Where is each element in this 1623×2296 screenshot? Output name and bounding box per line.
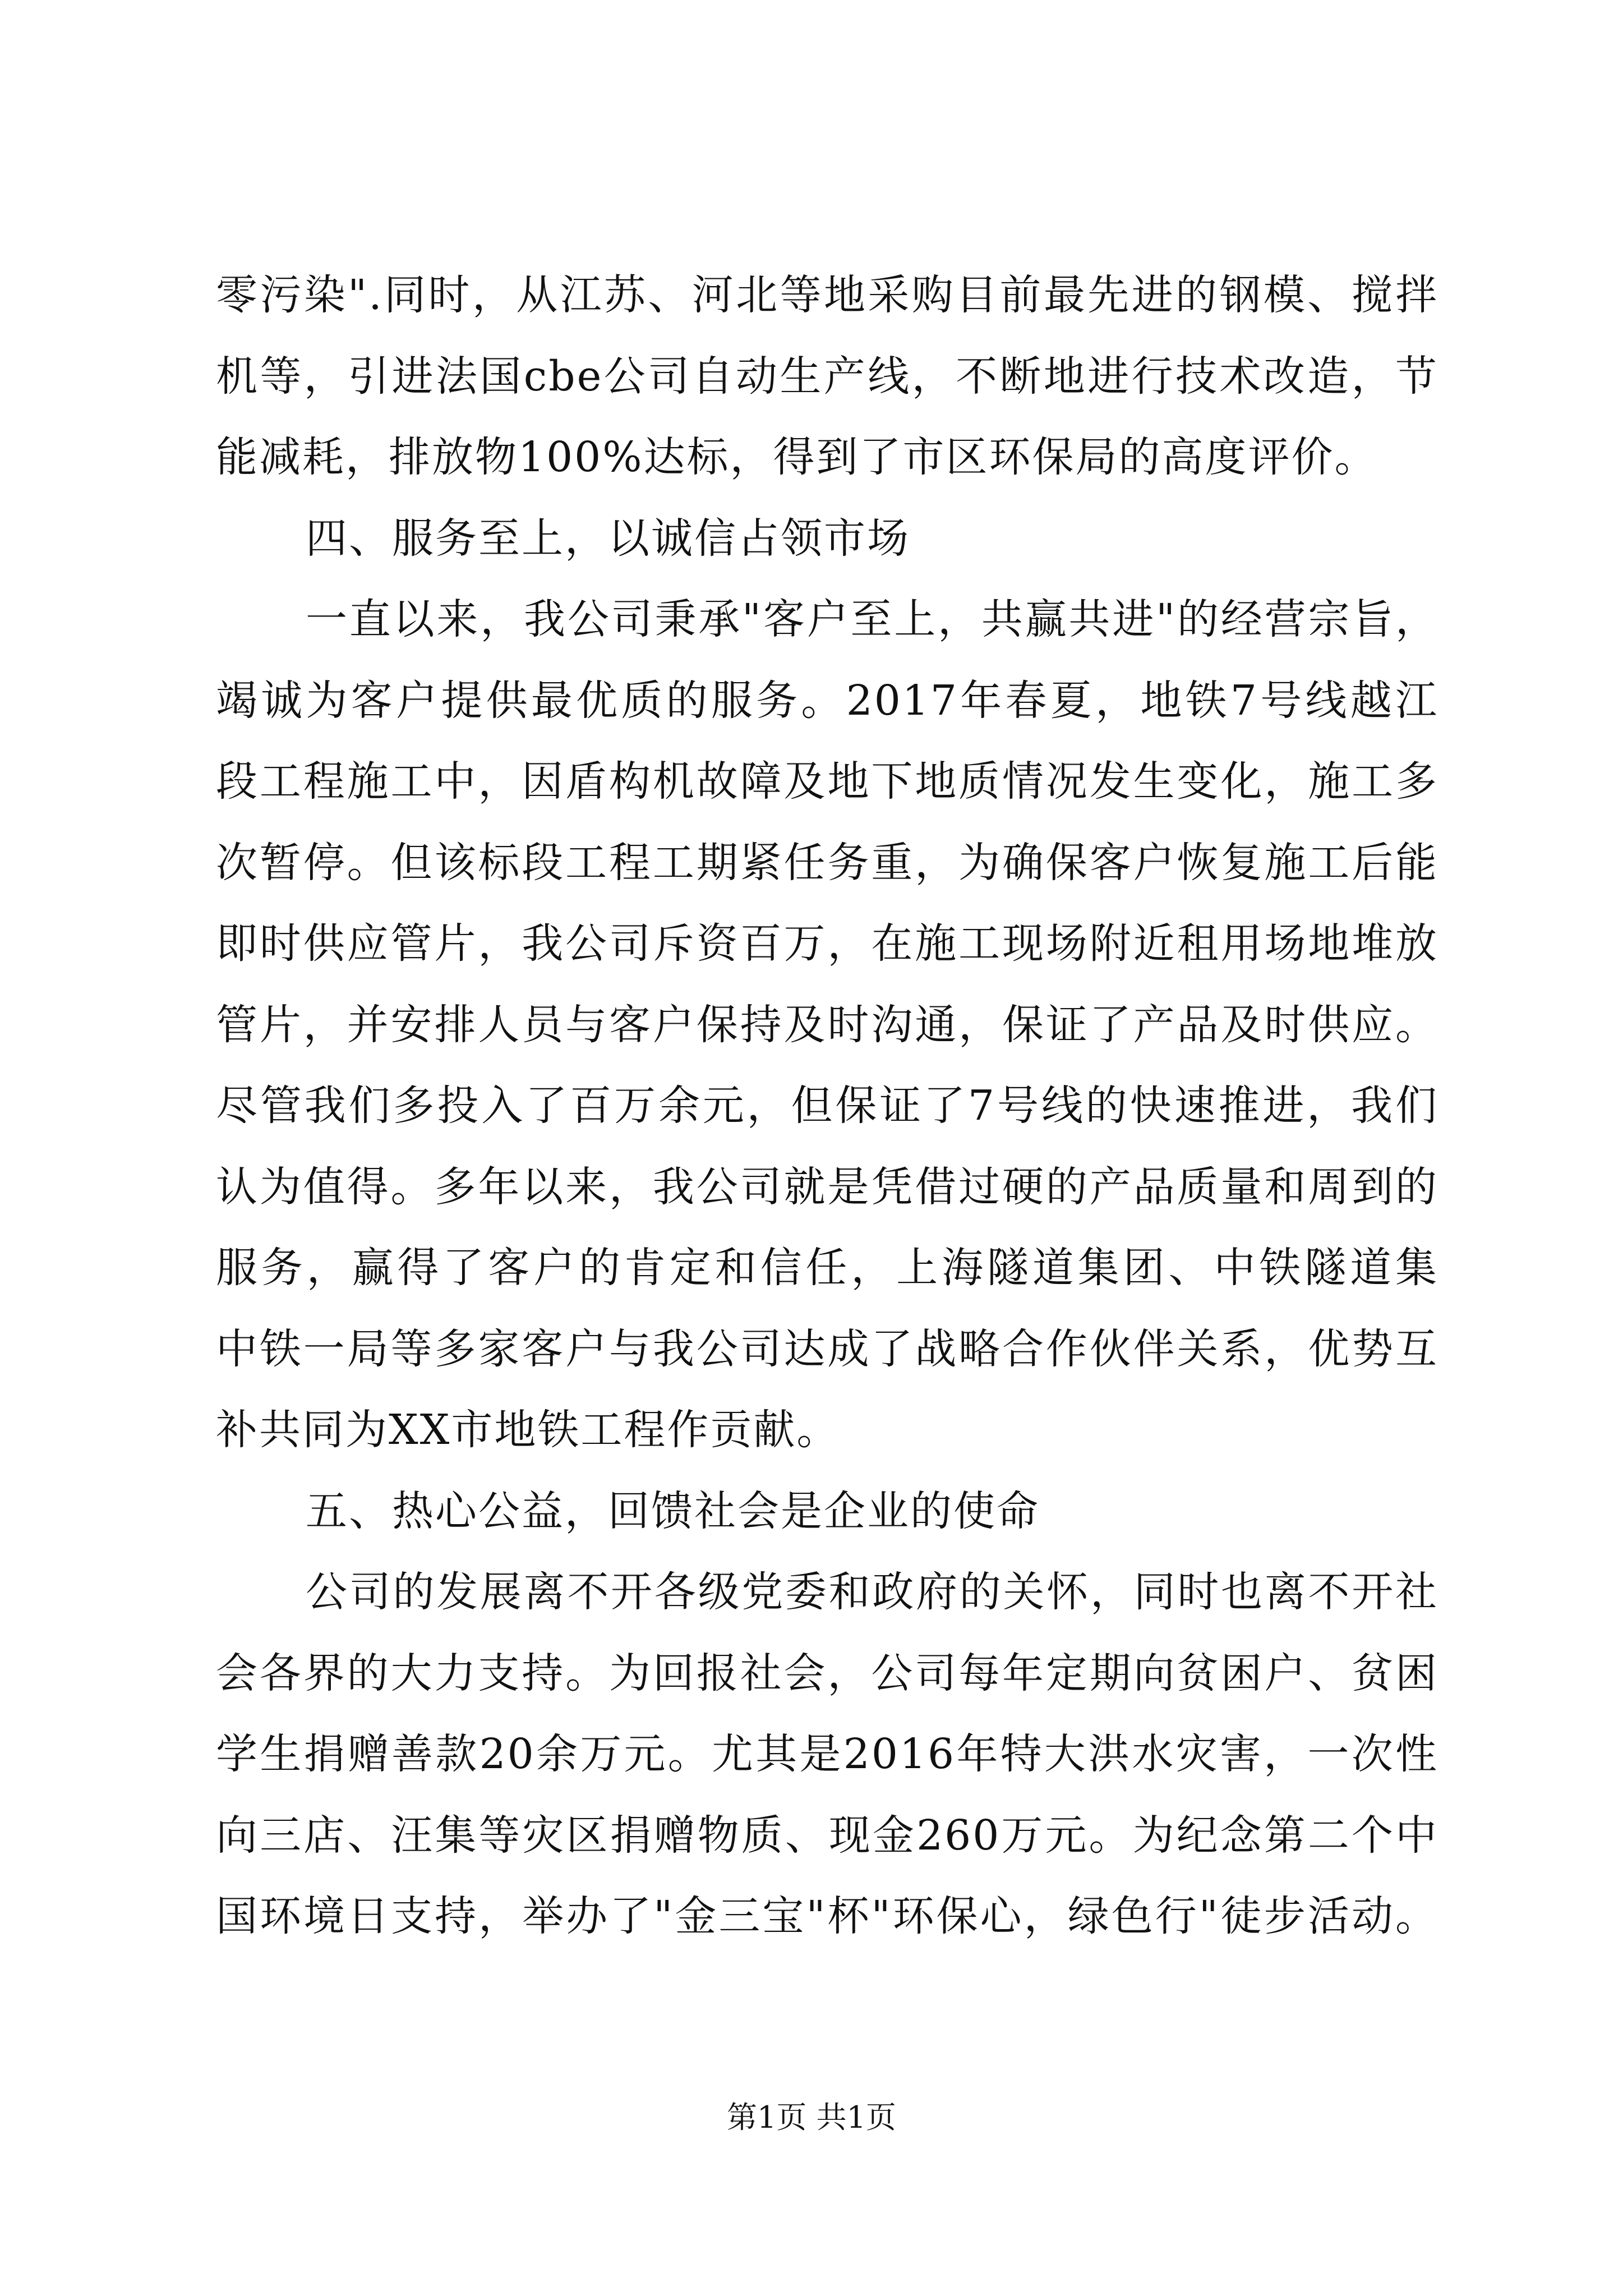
text-line: 学生捐赠善款20余万元。尤其是2016年特大洪水灾害，一次性 [216,1730,1438,1778]
text-line: 服务，赢得了客户的肯定和信任，上海隧道集团、中铁隧道集 [216,1244,1438,1292]
text-line: 国环境日支持，举办了"金三宝"杯"环保心，绿色行"徒步活动。 [216,1892,1438,1940]
text-line: 次暂停。但该标段工程工期紧任务重，为确保客户恢复施工后能 [216,838,1438,887]
text-line: 认为值得。多年以来，我公司就是凭借过硬的产品质量和周到的 [216,1162,1438,1211]
text-line: 向三店、汪集等灾区捐赠物质、现金260万元。为纪念第二个中 [216,1811,1438,1860]
text-line: 补共同为XX市地铁工程作贡献。 [216,1406,840,1454]
text-line: 即时供应管片，我公司斥资百万，在施工现场附近租用场地堆放 [216,919,1438,968]
text-line: 尽管我们多投入了百万余元，但保证了7号线的快速推进，我们 [216,1082,1438,1130]
text-line: 能减耗，排放物100%达标，得到了市区环保局的高度评价。 [216,433,1378,481]
page-footer: 第1页 共1页 [727,2100,896,2135]
text-line: 一直以来，我公司秉承"客户至上，共赢共进"的经营宗旨， [306,595,1438,643]
body-text [216,255,1438,1957]
text-line: 段工程施工中，因盾构机故障及地下地质情况发生变化，施工多 [216,757,1438,806]
section-heading: 四、服务至上，以诚信占领市场 [306,514,910,563]
text-line: 机等，引进法国cbe公司自动生产线，不断地进行技术改造，节 [216,352,1438,401]
text-line: 竭诚为客户提供最优质的服务。2017年春夏，地铁7号线越江 [216,676,1438,725]
text-line: 公司的发展离不开各级党委和政府的关怀，同时也离不开社 [306,1568,1438,1616]
text-line: 会各界的大力支持。为回报社会，公司每年定期向贫困户、贫困 [216,1649,1438,1697]
section-heading: 五、热心公益，回馈社会是企业的使命 [306,1487,1040,1535]
text-line: 管片，并安排人员与客户保持及时沟通，保证了产品及时供应。 [216,1000,1438,1049]
text-line: 零污染".同时，从江苏、河北等地采购目前最先进的钢模、搅拌 [216,271,1438,319]
text-line: 中铁一局等多家客户与我公司达成了战略合作伙伴关系，优势互 [216,1324,1438,1373]
